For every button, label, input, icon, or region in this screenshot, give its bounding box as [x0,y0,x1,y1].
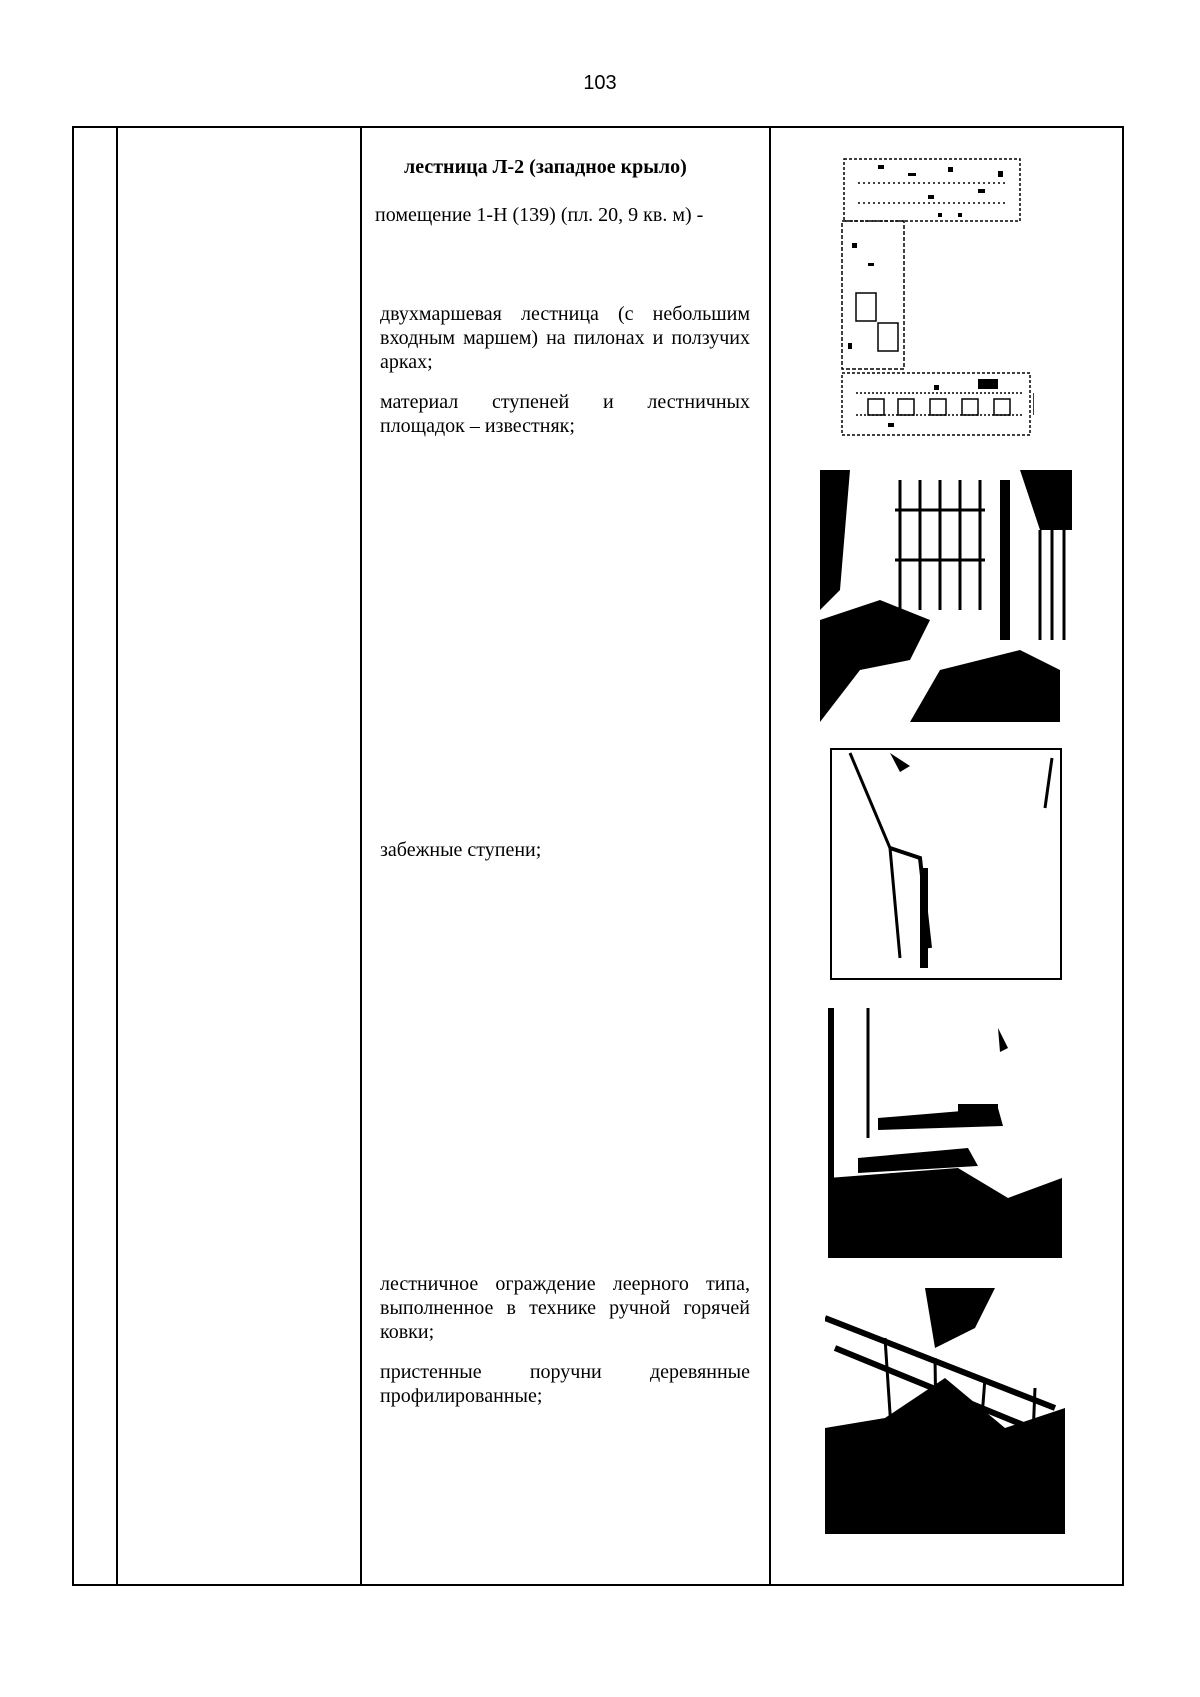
column-divider-2 [360,128,362,1584]
item-railing: лестничное ограждение леерного типа, выполненное в технике ручной горячей ковки; [380,1273,750,1343]
staircase-photo-3 [828,1008,1062,1258]
staircase-photo-1 [820,470,1072,722]
winder-steps-photo [830,748,1062,980]
column-divider-1 [116,128,118,1584]
item-winder-steps: забежные ступени; [380,839,542,861]
item-description-group-2 [380,1272,750,1408]
section-title: лестница Л-2 (западное крыло) [404,156,687,178]
room-description: помещение 1-Н (139) (пл. 20, 9 кв. м) - [375,204,704,226]
railing-photo [825,1288,1065,1534]
item-description-group-1 [380,302,750,438]
floor-plan-image [838,153,1034,440]
item-staircase-type: двухмаршевая лестница (с небольшим входным маршем) на пилонах и ползучих арках; [380,303,750,373]
column-divider-3 [769,128,771,1584]
item-material: материал ступеней и лестничных площадок – известняк; [380,391,750,437]
page-number: 103 [583,72,617,94]
item-handrails: пристенные поручни деревянные профилированные; [380,1361,750,1407]
